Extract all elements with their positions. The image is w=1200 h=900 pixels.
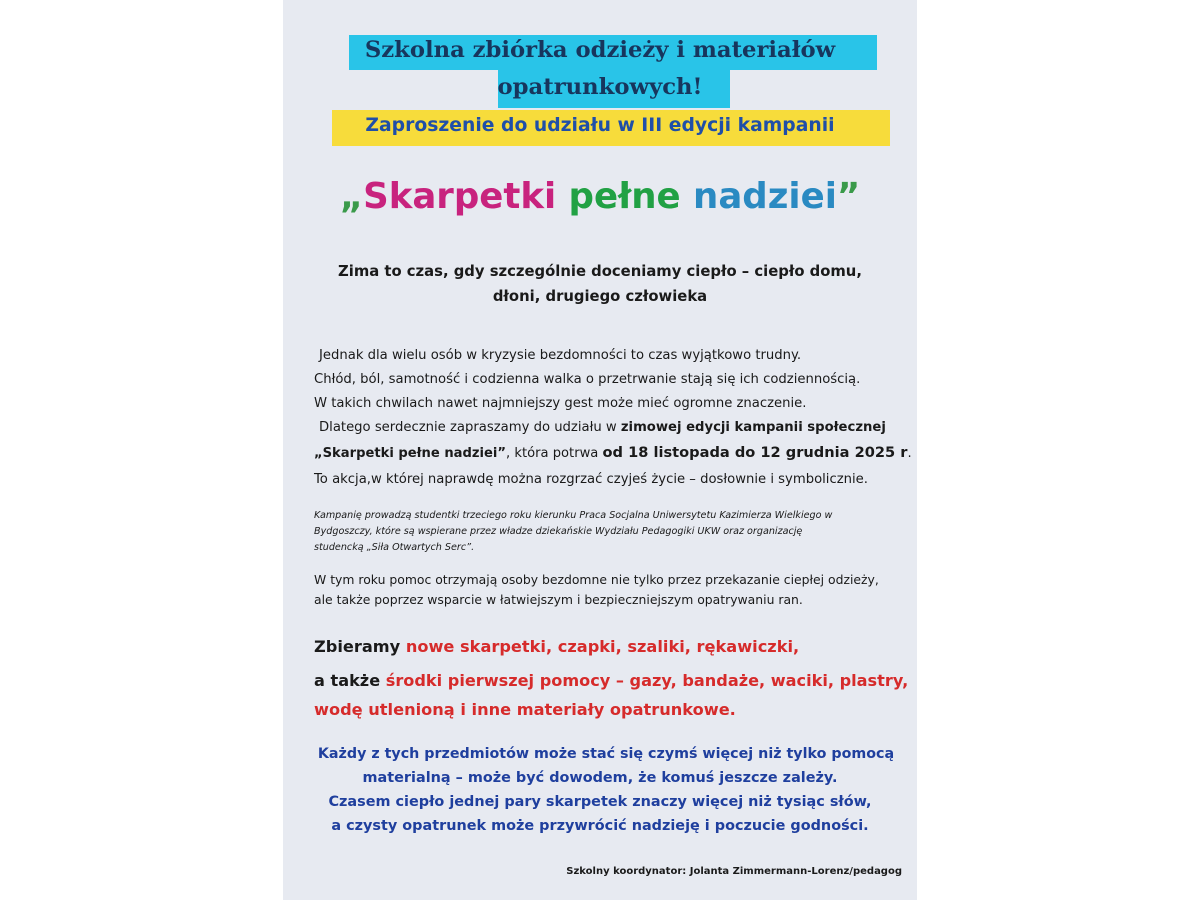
campaign-word-1: Skarpetki (363, 176, 557, 217)
lead-line-2: dłoni, drugiego człowieka (492, 288, 708, 305)
body-line-2: Chłód, ból, samotność i codzienna walka o przetrwanie stają się ich codziennością. (314, 372, 861, 387)
poster-subtitle: Zaproszenie do udziału w III edycji kampanii (365, 115, 835, 136)
body-line-4 (319, 420, 886, 435)
collect-clothing-items: nowe skarpetki, czapki, szaliki, rękawiczki, (405, 637, 800, 656)
body-line-4-emphasis: zimowej edycji kampanii społecznej (620, 420, 886, 435)
poster-title-line2: opatrunkowych! (497, 74, 703, 100)
body-campaign-name: „Skarpetki pełne nadziei” (314, 446, 507, 461)
collect-line-1 (314, 637, 799, 656)
collect-first-aid-items: środki pierwszej pomocy – gazy, bandaże, waciki, plastry, (385, 671, 909, 690)
campaign-dates: od 18 listopada do 12 grudnia 2025 r (602, 444, 908, 461)
closing-line-2: materialną – może być dowodem, że komuś jeszcze zależy. (362, 770, 838, 786)
closing-line-3: Czasem ciepło jednej pary skarpetek znaczy więcej niż tysiąc słów, (328, 794, 872, 810)
body-line-4-text: Dlatego serdecznie zapraszamy do udziału w (319, 420, 621, 435)
note-line-1: Kampanię prowadzą studentki trzeciego roku kierunku Praca Socjalna Uniwersytetu Kazimierza Wielkiego w (314, 510, 833, 521)
poster-title-line1: Szkolna zbiórka odzieży i materiałów (364, 37, 836, 63)
body-line-5-text: , która potrwa (506, 446, 603, 461)
lead-line-1: Zima to czas, gdy szczególnie doceniamy ciepło – ciepło domu, (338, 263, 862, 280)
body-line-1: Jednak dla wielu osób w kryzysie bezdomności to czas wyjątkowo trudny. (319, 348, 802, 363)
poster-page (283, 0, 917, 900)
body-line-5 (314, 444, 912, 461)
campaign-word-2: pełne (568, 176, 681, 217)
collect-line-1-lead: Zbieramy (314, 637, 406, 656)
help-line-2: ale także poprzez wsparcie w łatwiejszym i bezpieczniejszym opatrywaniu ran. (314, 592, 803, 607)
note-line-3: studencką „Siła Otwartych Serc”. (314, 542, 475, 553)
collect-line-2 (314, 671, 908, 690)
campaign-open-quote: „ (339, 176, 364, 217)
body-line-6: To akcja,w której naprawdę można rozgrzać czyjeś życie – dosłownie i symbolicznie. (314, 472, 868, 487)
closing-line-4: a czysty opatrunek może przywrócić nadzieję i poczucie godności. (331, 818, 869, 834)
campaign-word-3: nadziei (693, 176, 837, 217)
campaign-close-quote: ” (836, 176, 861, 217)
closing-line-1: Każdy z tych przedmiotów może stać się czymś więcej niż tylko pomocą (317, 746, 895, 762)
body-line-5-end: . (907, 446, 912, 461)
note-line-2: Bydgoszczy, które są wspierane przez władze dziekańskie Wydziału Pedagogiki UKW oraz organizację (314, 526, 803, 537)
help-line-1: W tym roku pomoc otrzymają osoby bezdomne nie tylko przez przekazanie ciepłej odzieży, (314, 572, 879, 587)
collect-line-2-lead: a także (314, 671, 386, 690)
coordinator-signature: Szkolny koordynator: Jolanta Zimmermann-Lorenz/pedagog (566, 866, 902, 877)
body-line-3: W takich chwilach nawet najmniejszy gest może mieć ogromne znaczenie. (314, 396, 807, 411)
campaign-name (283, 176, 917, 217)
collect-line-3: wodę utlenioną i inne materiały opatrunkowe. (314, 700, 736, 719)
